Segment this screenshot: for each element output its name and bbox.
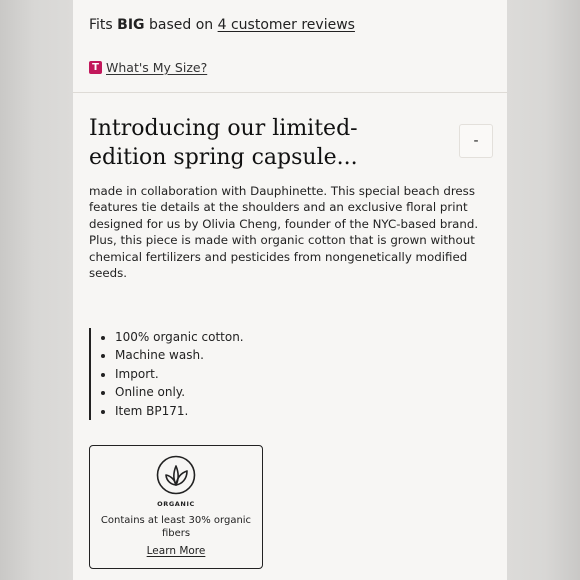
size-help-row[interactable] [89, 60, 207, 75]
section-title: Introducing our limited-edition spring capsule... [89, 116, 358, 170]
collapse-button[interactable]: - [459, 124, 493, 158]
product-features [89, 328, 403, 420]
leaf-icon [156, 455, 196, 495]
organic-info-card [89, 445, 263, 569]
fit-size-word: BIG [117, 17, 145, 33]
learn-more-link[interactable]: Learn More [146, 545, 206, 557]
feature-item: • 100% organic cotton. [115, 328, 403, 346]
section-divider [73, 92, 507, 93]
feature-item: • Import. [115, 365, 403, 383]
feature-item: • Machine wash. [115, 346, 403, 364]
product-details-panel [73, 0, 507, 580]
whats-my-size-link[interactable]: What's My Size? [106, 60, 208, 75]
fit-summary [89, 17, 355, 33]
product-description: made in collaboration with Dauphinette. This special beach dress features tie details at the shoulders and an exclusive floral print designed for us by Olivia Cheng, founder of the NYC-based brand. Plus, this piece is made with organic cotton that is grown without chemical fertilizers and pesticides from nongenetically modified seeds. [89, 184, 479, 281]
fit-middle: based on [144, 17, 218, 33]
customer-reviews-link[interactable]: 4 customer reviews [217, 17, 355, 33]
organic-description: Contains at least 30% organic fibers [100, 515, 252, 539]
feature-item: • Online only. [115, 383, 403, 401]
organic-label: ORGANIC [157, 500, 195, 508]
size-badge-icon: T [89, 61, 102, 74]
feature-item: • Item BP171. [115, 402, 403, 420]
fit-prefix: Fits [89, 17, 118, 33]
